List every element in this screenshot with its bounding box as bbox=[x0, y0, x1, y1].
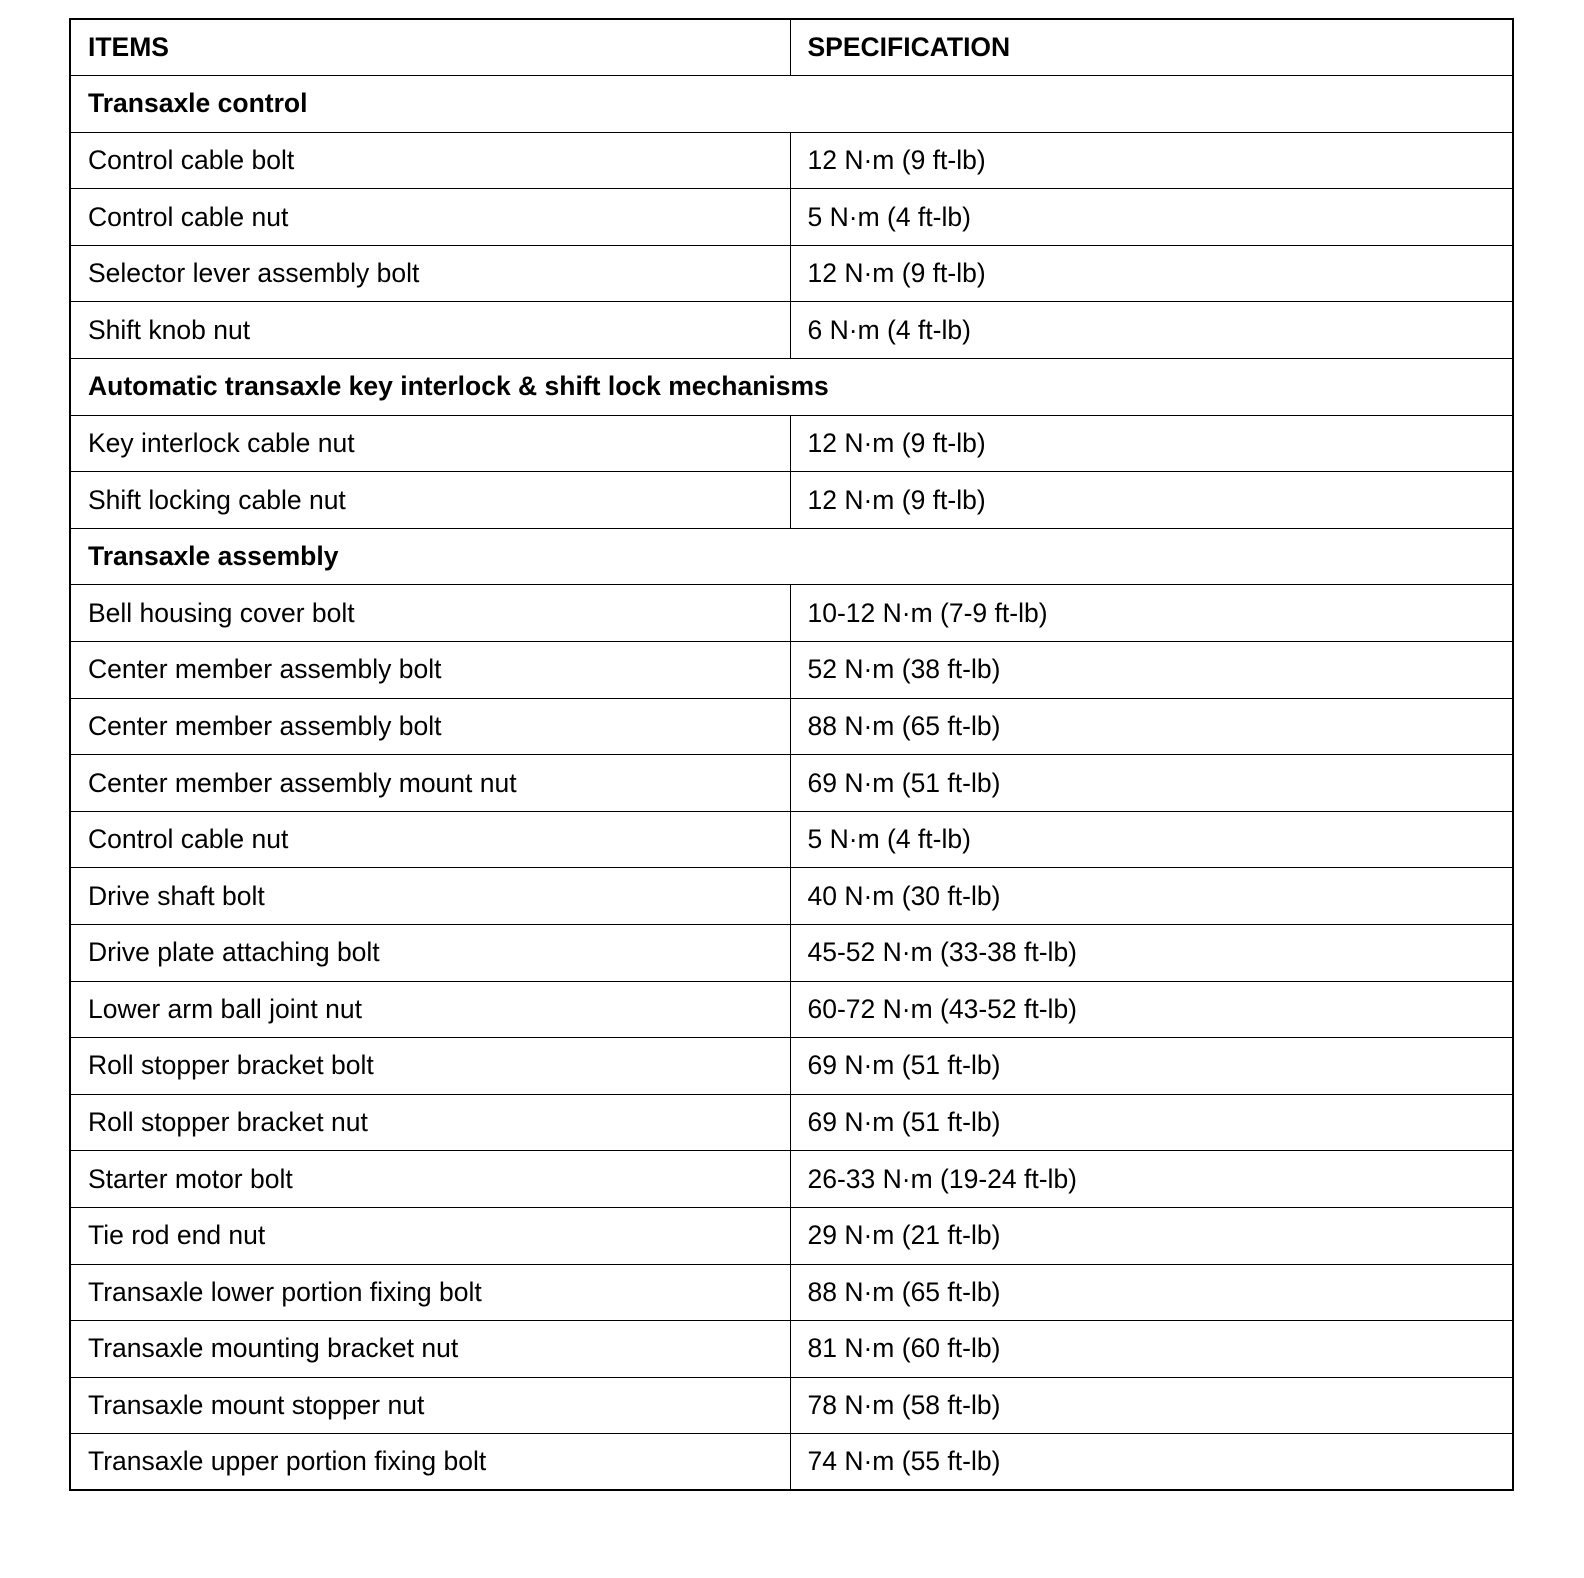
table-row bbox=[70, 642, 1513, 699]
table-row bbox=[70, 868, 1513, 925]
spec-cell: 78 N·m (58 ft-lb) bbox=[790, 1377, 1513, 1434]
table-row bbox=[70, 811, 1513, 868]
spec-cell: 88 N·m (65 ft-lb) bbox=[790, 1264, 1513, 1321]
item-cell: Shift knob nut bbox=[70, 302, 790, 359]
table-row bbox=[70, 1207, 1513, 1264]
spec-cell: 69 N·m (51 ft-lb) bbox=[790, 1038, 1513, 1095]
torque-spec-table bbox=[69, 18, 1514, 1491]
spec-cell: 60-72 N·m (43-52 ft-lb) bbox=[790, 981, 1513, 1038]
spec-cell: 88 N·m (65 ft-lb) bbox=[790, 698, 1513, 755]
item-cell: Selector lever assembly bolt bbox=[70, 245, 790, 302]
spec-cell: 45-52 N·m (33-38 ft-lb) bbox=[790, 925, 1513, 982]
spec-cell: 12 N·m (9 ft-lb) bbox=[790, 132, 1513, 189]
item-cell: Control cable nut bbox=[70, 189, 790, 246]
table-row bbox=[70, 1151, 1513, 1208]
section-row bbox=[70, 76, 1513, 133]
item-cell: Bell housing cover bolt bbox=[70, 585, 790, 642]
item-cell: Drive plate attaching bolt bbox=[70, 925, 790, 982]
item-cell: Shift locking cable nut bbox=[70, 472, 790, 529]
header-specification: SPECIFICATION bbox=[790, 19, 1513, 76]
spec-cell: 10-12 N·m (7-9 ft-lb) bbox=[790, 585, 1513, 642]
table-row bbox=[70, 472, 1513, 529]
section-row bbox=[70, 359, 1513, 416]
table-row bbox=[70, 302, 1513, 359]
item-cell: Control cable nut bbox=[70, 811, 790, 868]
item-cell: Roll stopper bracket bolt bbox=[70, 1038, 790, 1095]
table-row bbox=[70, 245, 1513, 302]
spec-cell: 52 N·m (38 ft-lb) bbox=[790, 642, 1513, 699]
table-row bbox=[70, 1264, 1513, 1321]
item-cell: Transaxle lower portion fixing bolt bbox=[70, 1264, 790, 1321]
table-row bbox=[70, 1321, 1513, 1378]
spec-cell: 5 N·m (4 ft-lb) bbox=[790, 189, 1513, 246]
table-row bbox=[70, 189, 1513, 246]
spec-cell: 29 N·m (21 ft-lb) bbox=[790, 1207, 1513, 1264]
spec-cell: 6 N·m (4 ft-lb) bbox=[790, 302, 1513, 359]
table-row bbox=[70, 981, 1513, 1038]
section-row bbox=[70, 528, 1513, 585]
item-cell: Transaxle mounting bracket nut bbox=[70, 1321, 790, 1378]
item-cell: Transaxle upper portion fixing bolt bbox=[70, 1434, 790, 1491]
spec-cell: 74 N·m (55 ft-lb) bbox=[790, 1434, 1513, 1491]
table-body bbox=[70, 76, 1513, 1491]
table-header-row bbox=[70, 19, 1513, 76]
section-title: Transaxle assembly bbox=[70, 528, 1513, 585]
spec-cell: 81 N·m (60 ft-lb) bbox=[790, 1321, 1513, 1378]
table-row bbox=[70, 1038, 1513, 1095]
header-items: ITEMS bbox=[70, 19, 790, 76]
spec-cell: 69 N·m (51 ft-lb) bbox=[790, 755, 1513, 812]
spec-cell: 12 N·m (9 ft-lb) bbox=[790, 245, 1513, 302]
table-row bbox=[70, 698, 1513, 755]
spec-cell: 69 N·m (51 ft-lb) bbox=[790, 1094, 1513, 1151]
spec-cell: 26-33 N·m (19-24 ft-lb) bbox=[790, 1151, 1513, 1208]
section-title: Transaxle control bbox=[70, 76, 1513, 133]
item-cell: Center member assembly mount nut bbox=[70, 755, 790, 812]
table-row bbox=[70, 925, 1513, 982]
item-cell: Key interlock cable nut bbox=[70, 415, 790, 472]
item-cell: Drive shaft bolt bbox=[70, 868, 790, 925]
item-cell: Lower arm ball joint nut bbox=[70, 981, 790, 1038]
item-cell: Transaxle mount stopper nut bbox=[70, 1377, 790, 1434]
item-cell: Center member assembly bolt bbox=[70, 698, 790, 755]
table-row bbox=[70, 132, 1513, 189]
spec-cell: 40 N·m (30 ft-lb) bbox=[790, 868, 1513, 925]
item-cell: Starter motor bolt bbox=[70, 1151, 790, 1208]
table-row bbox=[70, 1094, 1513, 1151]
table-row bbox=[70, 415, 1513, 472]
item-cell: Control cable bolt bbox=[70, 132, 790, 189]
section-title: Automatic transaxle key interlock & shift lock mechanisms bbox=[70, 359, 1513, 416]
table-row bbox=[70, 1377, 1513, 1434]
spec-cell: 12 N·m (9 ft-lb) bbox=[790, 472, 1513, 529]
spec-cell: 12 N·m (9 ft-lb) bbox=[790, 415, 1513, 472]
item-cell: Tie rod end nut bbox=[70, 1207, 790, 1264]
item-cell: Center member assembly bolt bbox=[70, 642, 790, 699]
table-row bbox=[70, 585, 1513, 642]
table-row bbox=[70, 755, 1513, 812]
item-cell: Roll stopper bracket nut bbox=[70, 1094, 790, 1151]
spec-cell: 5 N·m (4 ft-lb) bbox=[790, 811, 1513, 868]
table-row bbox=[70, 1434, 1513, 1491]
